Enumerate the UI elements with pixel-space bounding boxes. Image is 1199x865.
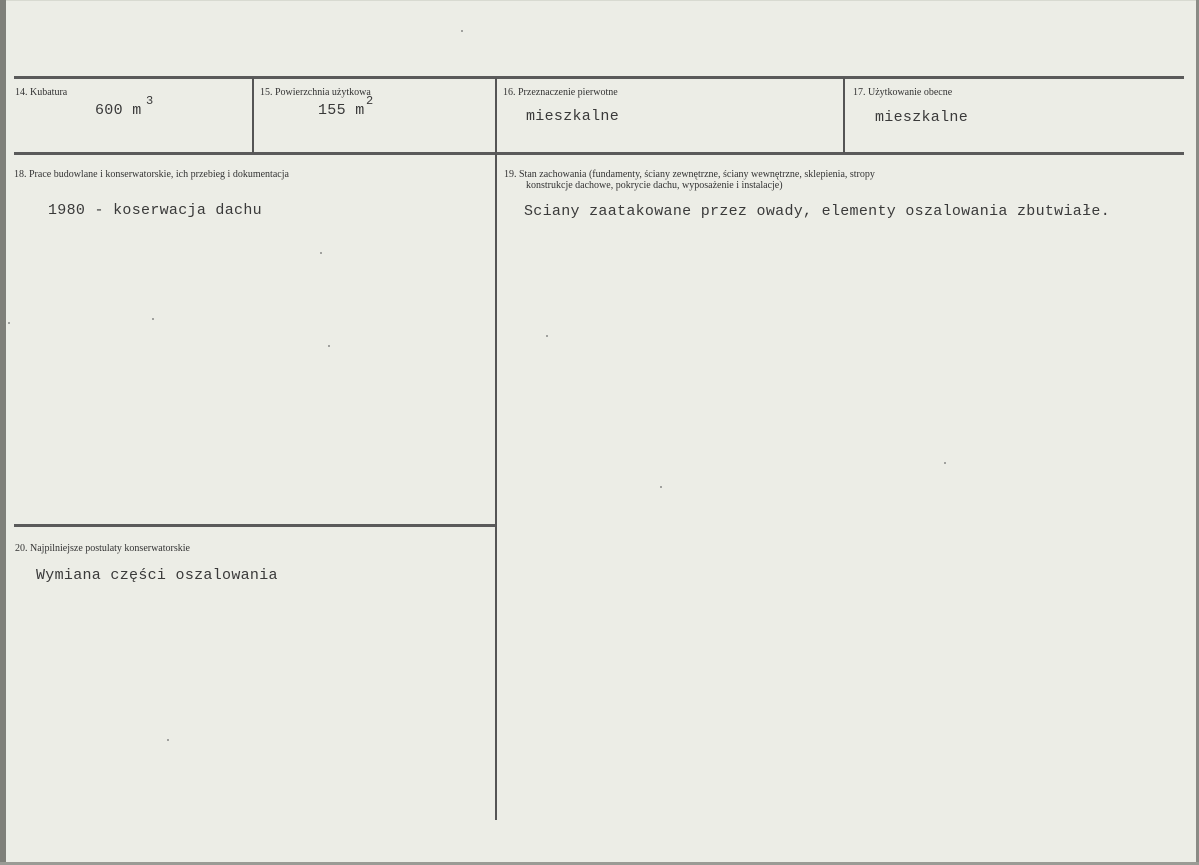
field17-label: 17. Użytkowanie obecne [853,87,953,98]
field16-value: mieszkalne [526,108,620,125]
paper-speck [8,322,10,324]
field20-label: 20. Najpilniejsze postulaty konserwatorskie [15,543,190,554]
divider-14-15 [252,78,254,153]
field19-value: Sciany zaatakowane przez owady, elementy oszalowania zbutwiałe. [524,203,1110,220]
field14-value: 600 m [95,102,142,119]
field18-label: 18. Prace budowlane i konserwatorskie, ich przebieg i dokumentacja [14,169,289,180]
field17-value: mieszkalne [875,109,969,126]
field14-unit-exponent: 3 [146,94,154,108]
field14-label: 14. Kubatura [15,87,68,98]
field19-label-line1: 19. Stan zachowania (fundamenty, ściany zewnętrzne, ściany wewnętrzne, sklepienia, stropy [504,169,875,180]
paper-speck [546,335,548,337]
card-left-edge [0,0,6,865]
row1-bottom-rule [14,152,1184,155]
field15-value: 155 m [318,102,365,119]
divider-main [495,154,497,820]
paper-speck [328,345,330,347]
paper-speck [320,252,322,254]
field19-label-line2: konstrukcje dachowe, pokrycie dachu, wyposażenie i instalacje) [526,180,783,191]
field15-unit-exponent: 2 [366,94,374,108]
field15-label: 15. Powierzchnia użytkowa [260,87,371,98]
paper-speck [944,462,946,464]
field16-label: 16. Przeznaczenie pierwotne [503,87,618,98]
field20-top-rule [14,524,496,527]
paper-speck [167,739,169,741]
paper-speck [461,30,463,32]
field18-value: 1980 - koserwacja dachu [48,202,262,219]
paper-speck [152,318,154,320]
field20-value: Wymiana części oszalowania [36,567,278,584]
divider-15-16 [495,78,497,153]
divider-16-17 [843,78,845,153]
top-rule [14,76,1184,79]
paper-speck [660,486,662,488]
